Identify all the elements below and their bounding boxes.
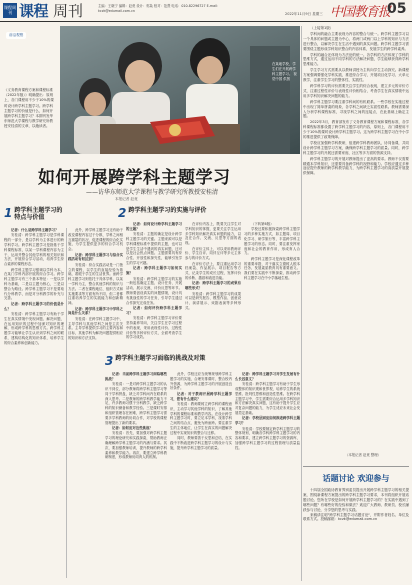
paragraph: 安桂清：跨学科主题学习有助于学生在真实情境中发现问题、解决问题，在运用知识的过程中加深对知识的理解，形成跨学科的思维方式。跨学科主题学习能够让学生认识到学科之间的联系，建构结构化的知识体系，培养学生的综合素养和创新能力。 bbox=[4, 311, 64, 345]
paragraph: （上接第1版） bbox=[310, 26, 334, 30]
paragraph: 记者：对于教师开展跨学科主题学习，您有什么建议？ bbox=[170, 391, 232, 401]
article-column-7 bbox=[170, 372, 232, 580]
issue-date: 2022年11月9日 星期三 bbox=[285, 12, 323, 16]
article-column-1 bbox=[4, 228, 64, 580]
paragraph: 十四届全国政协教育界别委员提出开展跨学科主题学习的相关提案，围绕新课程方案提出的跨学科主题学习要求，本刊将组织开展话题讨论。您所在学校是如何开展跨学科主题学习的？在实践中遇到了哪些问题？有哪些好的经验和做法？欢迎广大教师、教研员、校长踊跃参与讨论，分享您的思考与实践。 bbox=[303, 488, 409, 512]
paragraph: 在评价方法上，要注重运用学习档案袋、作品展示、项目报告等方式，记录学生的成长过程，发挥评价的诊断、激励和改进功能。 bbox=[185, 261, 241, 280]
paragraph: 跨学科主题学习强调以学科为本，在某门学科内部开展的综合学习。跨学科主题学习有三个基本特征：一是以学科为基础，二是以主题为核心，三是以整合为路径。跨学科主题学习不是要取代分科教学，而是对分科教学的补充与完善。 bbox=[4, 267, 64, 301]
page-number: 05 bbox=[387, 1, 407, 17]
section-number: 3 bbox=[105, 354, 114, 368]
paragraph: 来稿请注明"跨学科主题学习话题讨论"，并附作者姓名、单位及联系方式。投稿邮箱：kczk@edumail.com.cn bbox=[303, 512, 409, 522]
paragraph: 记者：跨学科主题学习对学生发展有什么长远意义？ bbox=[235, 372, 300, 381]
paragraph: 安桂清：跨学科主题学习是学科课程的一部分，是以学科为主体进行的跨学科学习。跨学科主题学习是指基于学科课程标准，以某一学科课程内容为主干，运用并整合其他学科的相关知识和方法，开展综合学习活动，培育学生综合素养的课程形态。 bbox=[4, 233, 64, 267]
lead-photo bbox=[0, 26, 300, 154]
paragraph: 学校应加强跨学科教研，组建跨学科教师团队，协同备课，共同设计跨学科主题学习方案，确保跨学科主题学习的质量。同时，跨学科主题学习的开展还需要家庭、社区等多方面的资源支持。 bbox=[303, 140, 409, 155]
article-column-3 bbox=[126, 222, 182, 350]
paragraph: 安桂清：跨学科主题学习有助于学生形成整体的知识观和世界观，培养学生的系统思维、批判性思维和创造性思维。在跨学科主题学习中，学生需要综合运用多学科知识和方法解决真实问题，这有助于提升学生应对复杂问题的能力，为学生适应未来社会发展奠定基础。 bbox=[235, 382, 300, 415]
paragraph: 安桂清：在跨学科主题学习中，主导学科与其他学科之间是主次关系。主导学科提供学习的主要内容和目标，其他学科为解决问题提供相应的知识和方法支持。 bbox=[68, 316, 123, 340]
paragraph: 此外，学校还应当统筹规划跨学科主题学习的实施，合理安排课时，整合校内外资源，为跨学科主题学习的开展创造良好条件。 bbox=[170, 372, 232, 391]
paragraph: 跨学科主题学习的开展对教师提出了更高的要求。教师不仅需要精通本学科知识，还需要具备跨学科的视野和能力。学校应通过多种途径提升教师的跨学科教学能力，为跨学科主题学习的高质量开展提供保障。 bbox=[303, 156, 409, 176]
paragraph: 记者：什么是跨学科主题学习？ bbox=[11, 228, 59, 232]
photo-section-tag: 前沿观察 bbox=[6, 32, 26, 39]
paragraph: 记者：如何设计跨学科主题学习的主题？ bbox=[126, 222, 182, 231]
article-column-4 bbox=[185, 222, 241, 350]
photo-credit: 在某地学校，学生们在开展跨学科主题学习。 视觉中国 供图 bbox=[272, 62, 297, 81]
paragraph: 安桂清：首先，要加强对跨学科主题学习的理论研究和实践探索，帮助教师正确理解跨学科主题学习的内涵与要求。其次，要加强教师培训，提升教师的跨学科素养和教学能力。再次，要建立跨学科教研制度，形成教师协同育人的机制。 bbox=[105, 431, 167, 460]
paragraph: （下转第6版） bbox=[251, 222, 274, 226]
topic-title: 话题讨论 欢迎参与 bbox=[322, 474, 390, 483]
column-divider bbox=[301, 26, 302, 581]
section-heading-2 bbox=[118, 207, 298, 219]
paragraph: 安桂清：跨学科主题学习的成果可以是研究报告、模型作品、创意设计、演讲展示、戏剧表演等多种形式。 bbox=[185, 291, 241, 310]
paragraph: 跨学科学习的评价需要关注学生的综合表现，建立多元的评价方式，注重过程性评价与表现性评价相结合，考查学生在真实情境中运用多学科知识解决问题的能力。 bbox=[303, 83, 409, 98]
section-title: 跨学科主题学习的特点与价值 bbox=[14, 207, 63, 221]
section-number: 2 bbox=[118, 206, 127, 220]
byline: 本报记者 赵竟 bbox=[115, 197, 138, 201]
paragraph: 学科的融合还体现为方法论的统一。各学科的方法体现了学科的思维方式，通过运用不同学科的方法解决问题，学生能够获得跨学科思维能力。 bbox=[303, 52, 409, 67]
paragraph: 安桂清：综合实践活动是一门独立的课程，以学生的直接经验为基础，着眼于学生的生活世界。而跨学科主题学习则依托于具体学科，以某一学科为主，整合其他学科的知识与方法。二者在课程地位、组织方式和实施要求等方面有所不同，但二者都注重培养学生的实践能力和创新精神。 bbox=[68, 262, 123, 306]
main-headline: 如何开展跨学科主题学习 bbox=[38, 168, 231, 188]
paragraph: 记者：如何评价跨学科主题学习？ bbox=[126, 305, 182, 315]
editor-note: 《义务教育课程方案和课程标准（2022年版）》明确提出：原则上，各门课程用不少于10%的课时设计跨学科主题学习。跨学科主题学习的价值是什么，如何开展跨学科主题学习？本期刊发华东师范大学课程与教学研究所教授安桂清的文章，以飨读者。 bbox=[4, 88, 54, 129]
page-header bbox=[0, 0, 412, 22]
article-footer-note: （本报记者 赵竟 整理） bbox=[345, 453, 382, 457]
paragraph: 记者：当前跨学科主题学习面临哪些挑战？ bbox=[105, 372, 167, 381]
paragraph: 记者：跨学科主题学习中学科之间是什么关系？ bbox=[68, 306, 123, 316]
paragraph: 记者：跨学科主题学习与综合实践活动有何区别？ bbox=[68, 252, 123, 262]
paragraph: 在评价主体上，可以采用教师评价、学生自评、同伴互评等多元主体参与的评价方式。 bbox=[185, 246, 241, 261]
paragraph: 跨学科主题学习要注重学科间的有机联系。一些学校在实施过程中出现了简单拼凑的现象，各学科之间缺乏实质性联系。教师需要深入分析学科课程标准，寻找学科之间的连接点，在此基础上确定主题。 bbox=[303, 99, 409, 119]
section-number: 1 bbox=[4, 206, 13, 220]
subheadline: ——访华东师范大学课程与教学研究所教授安桂清 bbox=[86, 189, 219, 196]
article-column-5 bbox=[244, 222, 300, 350]
paragraph: 安桂清：一是对跨学科主题学习的认识不到位，部分教师将跨学科主题学习等同于学科拼盘，缺乏对学科间内在联系的深入思考。二是教师的跨学科教学能力不足，许多教师习惯于分科教学，缺乏跨学科的知识储备和教学经验。三是课时安排和组织管理存在困难，跨学科主题学习需要多学科教师的协同合作，对学校的课程管理提出了新的要求。 bbox=[105, 382, 167, 425]
paragraph: 2022年3月，教育部发布了义务教育课程方案和课程标准，各学科课程标准都设置了跨学科主题学习的内容，原则上，各门课程用不少于10%的课时设计跨学科主题学习。这为跨学科主题学习在中小学的推进提供了政策保障。 bbox=[303, 120, 409, 140]
paragraph: 记者：跨学科主题学习的成果有哪些形式？ bbox=[185, 281, 241, 291]
right-column-article bbox=[303, 26, 409, 177]
section-title: 跨学科主题学习的实施与评价 bbox=[128, 207, 207, 214]
paragraph: 记者：跨学科主题学习的价值是什么？ bbox=[4, 301, 64, 311]
paragraph: 跨学科主题学习是深化课程改革的重要举措，对于落实立德树人根本任务、发展素质教育具有重要意义。我们要在实践中不断探索，推动跨学科主题学习在中小学落地生根。 bbox=[244, 256, 300, 280]
paragraph: 同时，教师要善于反思和总结，在实践中不断改进跨学科主题学习的设计与实施，提升跨学科主题学习的质量。 bbox=[170, 436, 232, 450]
topic-body bbox=[303, 488, 409, 522]
newspaper-logo: 中国教育报 bbox=[330, 5, 391, 20]
paragraph: 学校还要积极探索跨学科主题学习的多种实施方式，如主题周、项目化学习、研学旅行等，丰富跨学科主题学习的形态。同时，要注重发挥家庭和社会的教育作用，形成育人合力。 bbox=[244, 227, 300, 256]
right-column-text bbox=[303, 26, 409, 176]
paragraph: 安桂清：学校要制定跨学科主题学习的整体规划，明确各学科跨学科主题学习的内容和要求，建立跨学科主题学习的资源库，加强跨学科主题学习的过程管理与质量监控。 bbox=[235, 426, 300, 450]
paragraph: 安桂清：跨学科主题学习评价要坚持素养导向，关注学生在学习过程中的表现，采用表现性评价、过程性评价等多种评价方式，全面考查学生的学习成效。 bbox=[126, 316, 182, 340]
section-title: 跨学科主题学习面临的挑战及对策 bbox=[115, 355, 206, 362]
section-tag: 课程周刊 bbox=[3, 3, 17, 18]
staff-info: 主编：王晓宁 编辑：赵竟 设计：郭枭 校对：范熹 电话：010-82296727 E-mail：kczk@edumail.com.cn bbox=[98, 4, 221, 13]
paragraph: 记者：跨学科主题学习如何实施？ bbox=[126, 266, 182, 276]
paragraph: 安桂清：主题的确定是设计跨学科主题学习的关键。主题来源可以是学科课程标准中提供的主题，也可以是学生生活中遇到的真实问题，还可以是社会热点问题。主题需要具有综合性、开放性和探究性，能够引发学生的学习兴趣。 bbox=[126, 232, 182, 265]
topic-discussion-box bbox=[303, 466, 409, 581]
paragraph: 安桂清：跨学科主题学习的实施一般包括确定主题、设计任务、开展活动、展示交流、评价反思等环节。教师要创设真实的问题情境，设计具有挑战性的学习任务，引导学生通过合作探究完成任务。 bbox=[126, 276, 182, 305]
paragraph: 记者：如何应对这些挑战？ bbox=[112, 425, 153, 430]
section-heading-1 bbox=[4, 207, 66, 221]
column-divider bbox=[66, 228, 67, 578]
paragraph: 安桂清：教师要树立跨学科的课程意识，主动学习其他学科的知识，了解其他学科的课程标准和教学内容。在设计跨学科主题学习时，要立足本学科，找准学科之间的结合点，避免为跨而跨。要注重学生的主体地位，让学生在真实的问题解决过程中实现知识的整合与迁移。 bbox=[170, 401, 232, 435]
paragraph: 记者：学校层面应如何推进跨学科主题学习？ bbox=[235, 416, 300, 426]
paragraph: 学生学习方式需要从以教师讲授为主转向学生主动探究。新课程方案强调要强化学科实践，推进综合学习，开展项目化学习、大单元教学，注重学生学习的整体性、实践性。 bbox=[303, 68, 409, 83]
section-heading-3 bbox=[105, 355, 295, 367]
column-subtitle: 周刊 bbox=[53, 2, 84, 20]
paragraph: 在评价内容上，既要关注学生对学科知识的掌握，更要关注学生运用多学科知识解决真实问题的能力，以及在合作、交流、反思等方面的表现。 bbox=[185, 222, 241, 246]
paragraph: 此外，跨学科主题学习还有助于改变课程内容过于分散、学科之间相互割裂的状况，促进课程的综合化实施，为学生提供更多的综合学习机会。 bbox=[68, 228, 123, 252]
paragraph: 学科间的融合主要表现为内容的整合与统一。跨学科主题学习以一个具体的问题或主题为中心，将两门或两门以上学科的知识与方法进行整合，以解决学生在生活中遇到的真实问题。跨学科主题学习需要围绕主题形成学科知识整合的内容体系，发展学生的跨学科素养。 bbox=[303, 31, 409, 51]
article-column-8 bbox=[235, 372, 300, 580]
article-column-6 bbox=[105, 372, 167, 580]
column-title: 课程 bbox=[19, 2, 49, 20]
